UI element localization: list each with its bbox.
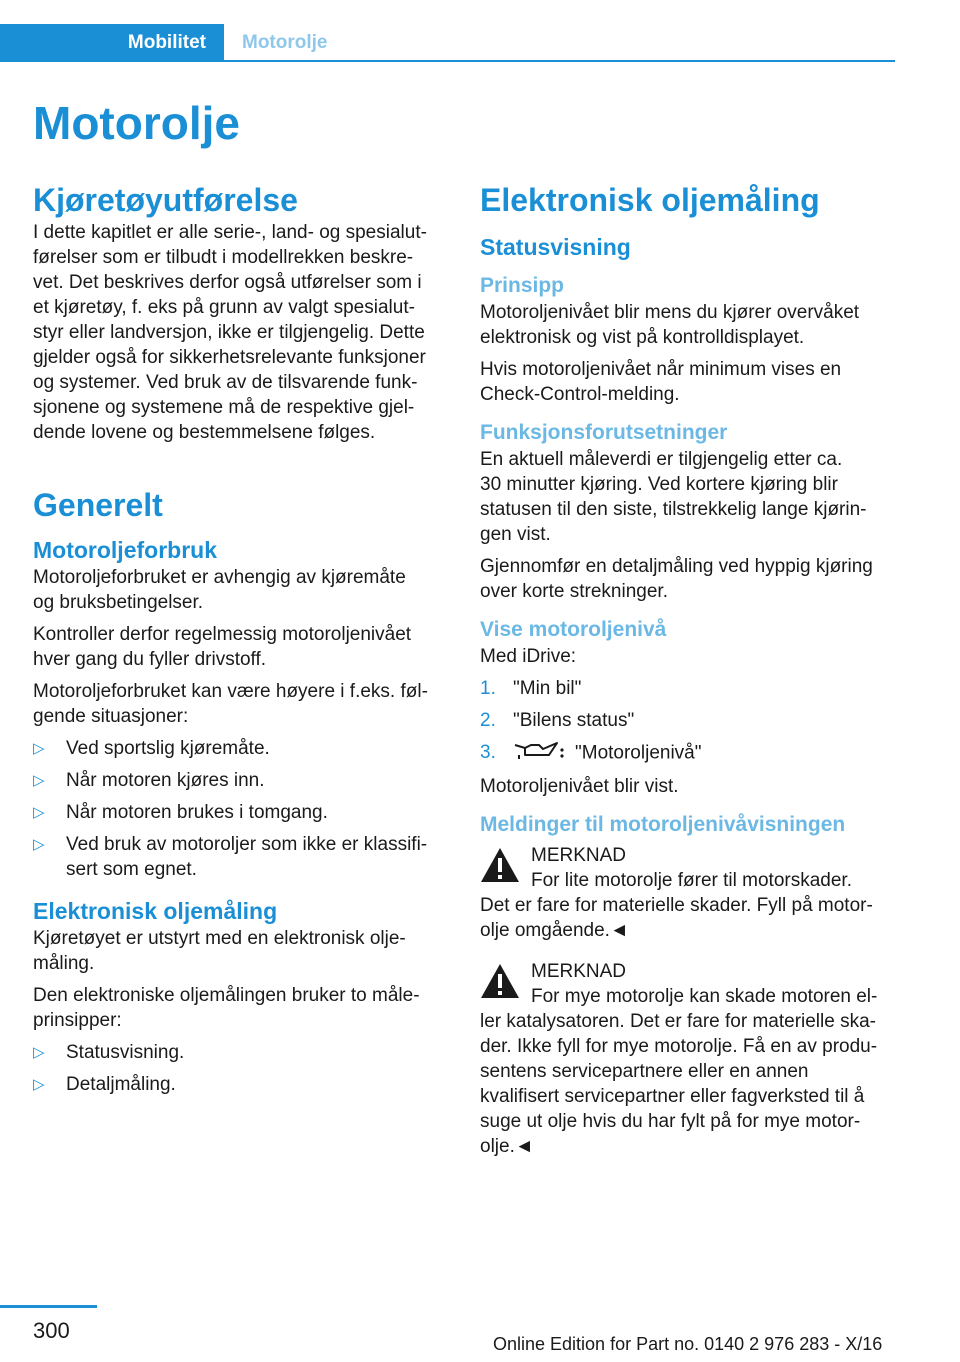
list-item: ▷ Når motoren brukes i tomgang.	[33, 802, 328, 823]
notice-first-line: For lite motorolje fører til motorskader.	[531, 870, 852, 891]
list-item: ▷ Ved bruk av motoroljer som ikke er klassifi- sert som egnet.	[33, 834, 428, 880]
heading-vehicle-version: Kjøretøyutførelse	[33, 182, 298, 218]
requirements-text-2: Gjennomfør en detaljmåling ved hyppig kjøring over korte strekninger.	[480, 556, 873, 602]
header-bar	[0, 24, 895, 62]
page-title: Motorolje	[33, 97, 240, 149]
page-number: 300	[33, 1318, 70, 1343]
requirements-text-1: En aktuell måleverdi er tilgjengelig etter ca. 30 minutter kjøring. Ved kortere kjøring blir statusen til den siste, tilstrekkelig lange kjørin- gen vist.	[480, 449, 867, 545]
vehicle-version-text: I dette kapitlet er alle serie-, land- og spesialut- førelser som er tilbudt i modellrekken beskre- vet. Det beskrives derfor også utførelser som i et kjøretøy, f. eks på grunn av valgt spesialut- styr eller landversjon, ikke er tilgjengelig. Dette gjelder også for sikkerhetsrelevante funksjoner og systemer. Ved bruk av de tilsvarende funk- sjonene og systemene må de respektive gjel- dende lovene og bestemmelsene følges.	[33, 222, 427, 443]
oil-can-icon	[513, 740, 565, 767]
consumption-text-3: Motoroljeforbruket kan være høyere i f.eks. føl- gende situasjoner:	[33, 681, 428, 727]
heading-electronic-oil-measurement: Elektronisk oljemåling	[480, 182, 820, 218]
heading-status-display: Statusvisning	[480, 234, 631, 260]
principle-text-1: Motoroljenivået blir mens du kjører overvåket elektronisk og vist på kontrolldisplayet.	[480, 302, 860, 348]
idrive-text: Med iDrive:	[480, 646, 577, 667]
triangle-bullet-icon: ▷	[33, 804, 45, 821]
list-item: ▷ Ved sportslig kjøremåte.	[33, 738, 270, 759]
footer-divider	[0, 1305, 97, 1308]
list-item: 2. "Bilens status"	[480, 710, 635, 731]
topic-breadcrumb[interactable]: Motorolje	[242, 32, 328, 53]
heading-principle: Prinsipp	[480, 274, 565, 297]
electronic-text-2: Den elektroniske oljemålingen bruker to måle- prinsipper:	[33, 985, 420, 1031]
list-item: ▷ Når motoren kjøres inn.	[33, 770, 265, 791]
triangle-bullet-icon: ▷	[33, 740, 45, 757]
heading-oil-consumption: Motoroljeforbruk	[33, 537, 217, 563]
section-tab-label: Mobilitet	[127, 32, 206, 53]
heading-show-oil-level: Vise motoroljenivå	[480, 618, 667, 641]
warning-triangle-icon	[480, 963, 520, 1004]
heading-messages: Meldinger til motoroljenivåvisningen	[480, 813, 846, 836]
list-item: 3. "Motoroljenivå"	[480, 740, 898, 767]
triangle-bullet-icon: ▷	[33, 772, 45, 789]
triangle-bullet-icon: ▷	[33, 1076, 45, 1093]
electronic-text-1: Kjøretøyet er utstyrt med en elektronisk olje- måling.	[33, 928, 406, 974]
list-item: ▷ Detaljmåling.	[33, 1074, 176, 1095]
notice-text: ler katalysatoren. Det er fare for materielle ska- der. Ikke fyll for mye motorolje. Få en av produ- sentens servicepartnere eller en annen kvalifisert servicepartner eller fagverksted til å suge ut olje hvis du har fylt på for mye motor- olje.◄	[480, 1011, 878, 1157]
consumption-text-2: Kontroller derfor regelmessig motoroljenivået hver gang du fyller drivstoff.	[33, 624, 412, 670]
list-item: ▷ Statusvisning.	[33, 1042, 185, 1063]
notice-text: Det er fare for materielle skader. Fyll på motor- olje omgående.◄	[480, 895, 873, 941]
list-item: 1. "Min bil"	[480, 678, 582, 699]
notice-box	[480, 843, 898, 943]
notice-label: MERKNAD	[531, 845, 627, 866]
right-column	[480, 180, 898, 1166]
triangle-bullet-icon: ▷	[33, 1044, 45, 1061]
consumption-text-1: Motoroljeforbruket er avhengig av kjøremåte og bruksbetingelser.	[33, 567, 406, 613]
heading-general: Generelt	[33, 487, 163, 523]
heading-electronic-measurement: Elektronisk oljemåling	[33, 898, 278, 924]
situations-list	[33, 736, 451, 882]
notice-first-line: For mye motorolje kan skade motoren el-	[531, 986, 878, 1007]
edition-note: Online Edition for Part no. 0140 2 976 283 - X/16	[493, 1334, 883, 1354]
heading-requirements: Funksjonsforutsetninger	[480, 421, 728, 444]
principle-text-2: Hvis motoroljenivået når minimum vises en Check-Control-melding.	[480, 359, 842, 405]
principles-list	[33, 1040, 451, 1097]
header-divider	[0, 60, 895, 62]
notice-label: MERKNAD	[531, 961, 627, 982]
section-tab[interactable]	[0, 24, 224, 62]
shown-text: Motoroljenivået blir vist.	[480, 776, 679, 797]
triangle-bullet-icon: ▷	[33, 836, 45, 853]
warning-triangle-icon	[480, 847, 520, 888]
idrive-steps	[480, 676, 898, 767]
notice-box	[480, 959, 898, 1159]
left-column	[33, 180, 451, 1104]
